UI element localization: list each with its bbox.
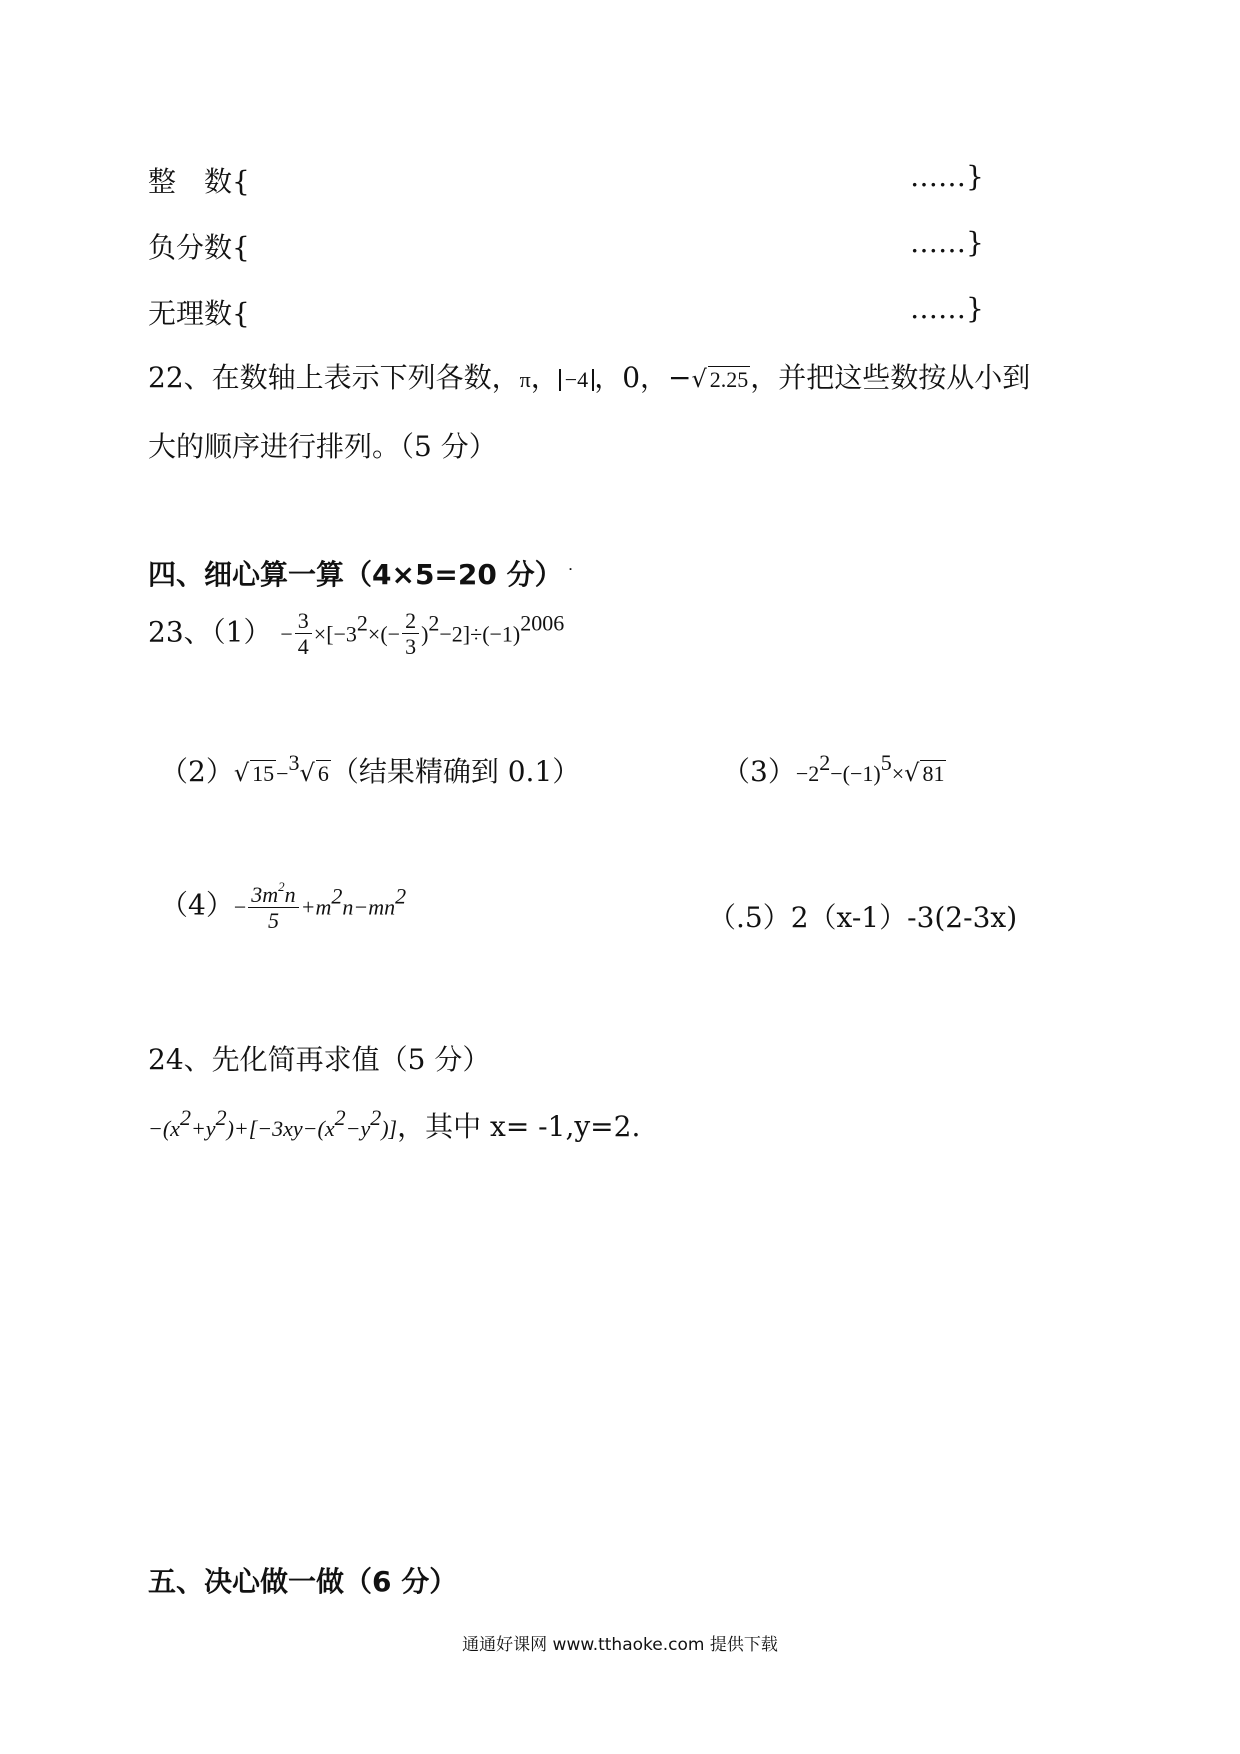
q23-part4: [160, 880, 406, 934]
exponent: 2: [370, 1105, 382, 1130]
expr-part: ×: [891, 761, 905, 786]
expr-part: −2]÷(−1): [439, 621, 521, 647]
fraction-num: 2: [402, 608, 419, 634]
section5-heading: 五、决心做一做（6 分）: [148, 1565, 458, 1598]
q22-suffix: ，并把这些数按从小到: [750, 361, 1031, 394]
q22-prefix: 22、在数轴上表示下列各数，: [148, 361, 520, 394]
q22-sqrt-arg: 2.25: [709, 367, 749, 392]
q23-part5: [708, 896, 1017, 936]
q24-title: 24、先化简再求值（5 分）: [148, 1043, 491, 1076]
q23-label: （4）: [160, 888, 234, 922]
expr-part: +m: [300, 894, 332, 920]
expr-part: +y: [190, 1116, 216, 1141]
expr-part: −(x: [148, 1116, 180, 1141]
q23-label: （.5）: [708, 901, 791, 934]
q22-abs: −4: [559, 369, 594, 391]
q23-part2: [160, 750, 580, 790]
exponent: 2: [179, 1105, 191, 1130]
category-integers: [148, 160, 248, 200]
exponent: 2: [819, 750, 831, 775]
expr-part: )+[−3xy−(x: [226, 1116, 335, 1141]
fraction-num: 3: [295, 608, 312, 634]
fraction: [402, 608, 419, 660]
exponent: 2: [395, 883, 407, 909]
expr-part: ): [421, 621, 429, 647]
exponent: 2: [331, 883, 343, 909]
sqrt-arg: 6: [317, 761, 329, 786]
expr-part: −2: [795, 761, 820, 786]
exponent: 2: [278, 879, 285, 894]
expr-part: −y: [345, 1116, 371, 1141]
fraction-den: 4: [297, 634, 309, 660]
q23-part1: [148, 608, 564, 660]
q23-2-note: （结果精确到 0.1）: [330, 755, 581, 788]
expr-part: −: [233, 894, 247, 920]
category-end: ……}: [910, 292, 984, 325]
fraction: [248, 880, 298, 934]
category-negative-fractions: [148, 226, 248, 266]
expr-part: ×(−: [367, 621, 401, 647]
q24-condition: ，其中 x= -1,y=2.: [397, 1110, 641, 1143]
sqrt-arg: 81: [922, 761, 945, 786]
expr-part: −: [276, 761, 289, 786]
fraction-den: 3: [405, 634, 417, 660]
section4-title: 四、细心算一算（4×5=20 分）: [148, 558, 563, 591]
category-end: ……}: [910, 226, 984, 259]
category-label: 负分数{: [148, 231, 250, 264]
cube-index: 3: [288, 750, 300, 775]
q22-sep: ，: [530, 361, 559, 394]
q23-label: （2）: [160, 755, 234, 788]
q22-line2: 大的顺序进行排列。（5 分）: [148, 430, 497, 463]
expr-part: ×[−3: [313, 621, 357, 647]
category-end: ……}: [910, 160, 984, 193]
expr-part: n−mn: [342, 894, 396, 920]
footer: 通通好课网 www.tthaoke.com 提供下载: [462, 1635, 778, 1655]
q22-sep: ，0，−: [594, 361, 692, 394]
q23-5-expr: 2（x-1）-3(2-3x): [790, 901, 1018, 934]
num-part: 3m: [251, 882, 279, 907]
q23-part3: [722, 750, 946, 790]
sqrt-icon: √: [691, 365, 707, 393]
expr-part: )]: [381, 1116, 398, 1141]
exponent: 2: [334, 1105, 346, 1130]
section4-heading: [148, 553, 572, 593]
category-label: 整 数{: [148, 165, 250, 198]
exponent: 2: [428, 610, 440, 636]
category-label: 无理数{: [148, 297, 250, 330]
q23-label: （3）: [722, 755, 796, 788]
fraction-den: 5: [267, 908, 279, 934]
cube-root-icon: √: [299, 759, 315, 787]
sqrt-icon: √: [233, 759, 250, 787]
q22-line1: [148, 356, 1030, 396]
num-part: n: [284, 882, 296, 907]
sqrt-arg: 15: [252, 761, 275, 786]
q23-1-neg: −: [280, 621, 293, 647]
exponent: 2006: [520, 610, 565, 636]
category-irrationals: [148, 292, 248, 332]
section4-dot: .: [568, 562, 573, 573]
fraction: [295, 608, 312, 660]
expr-part: −(−1): [830, 761, 881, 786]
exponent: 5: [880, 750, 892, 775]
sqrt-icon: √: [904, 759, 920, 787]
q24-expression: [148, 1105, 640, 1145]
q22-pi: π: [519, 367, 531, 392]
fraction-num: [248, 880, 298, 908]
q23-label: 23、（1）: [148, 615, 272, 649]
exponent: 2: [356, 610, 368, 636]
exponent: 2: [215, 1105, 227, 1130]
